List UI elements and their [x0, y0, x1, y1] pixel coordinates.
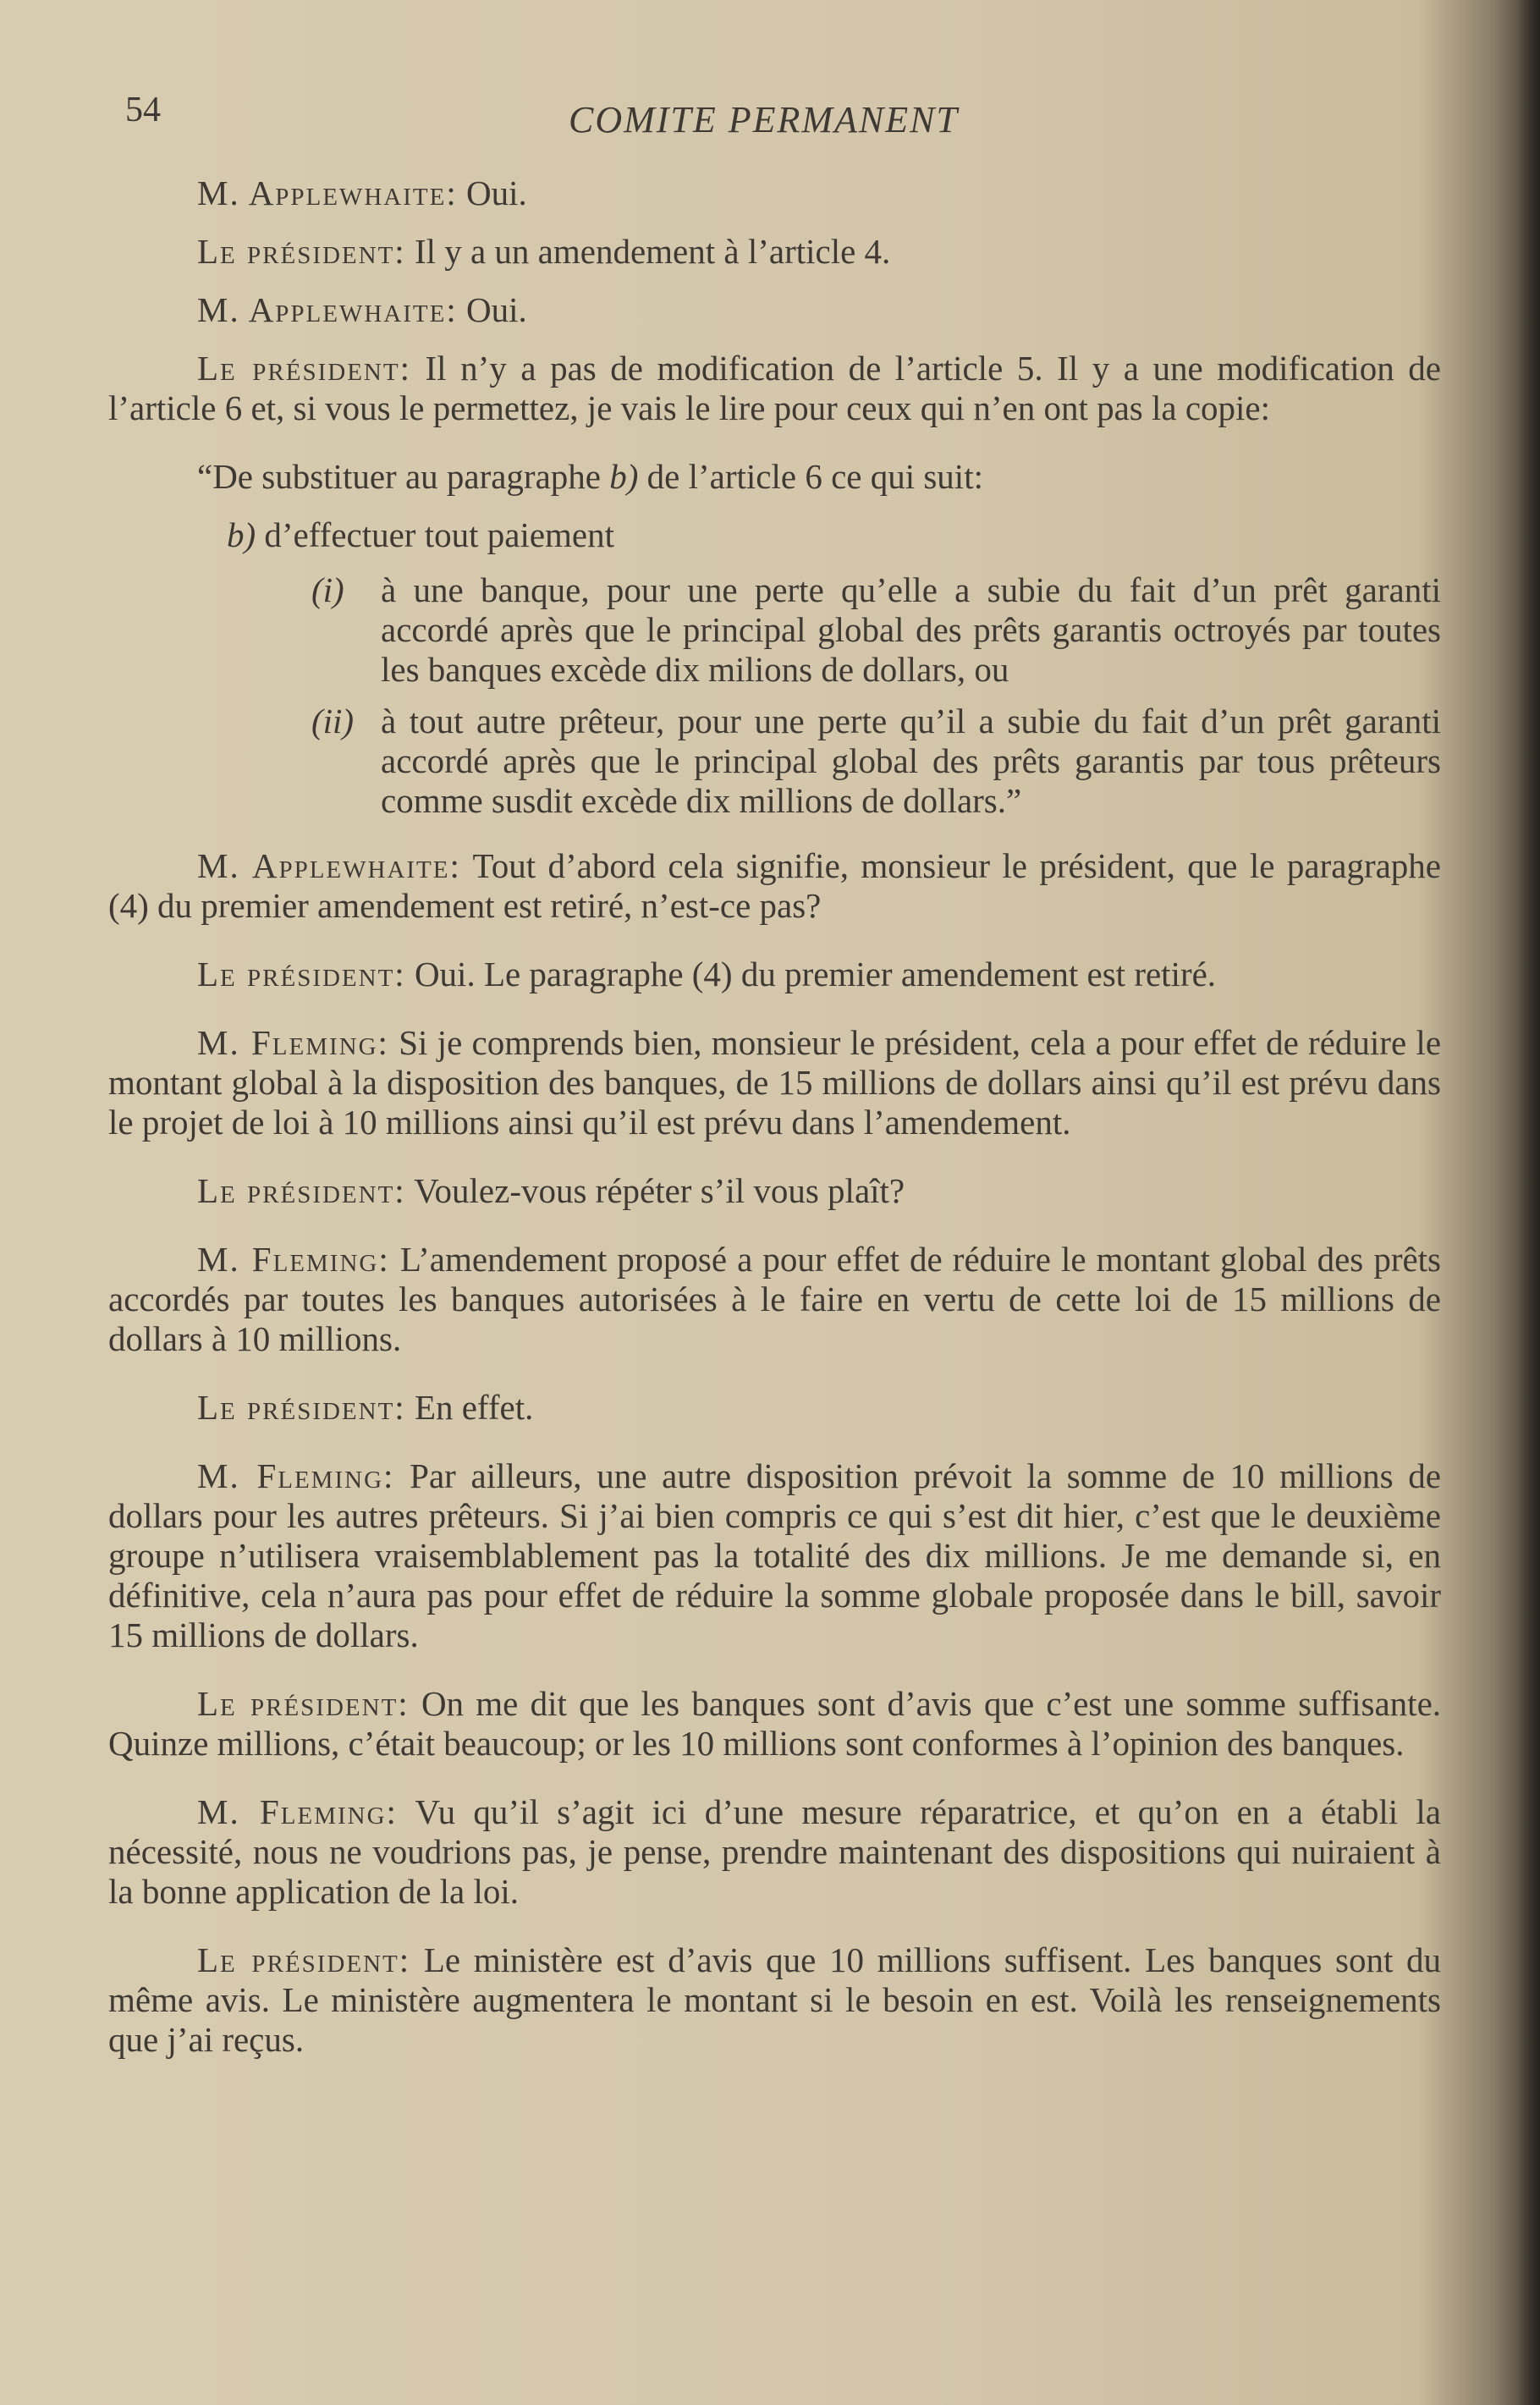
paragraph-ref: b) — [609, 457, 639, 496]
speaker: M. Applewhaite: — [197, 846, 461, 885]
paragraph-text: Tout d’abord cela signifie, monsieur le président, que le paragraphe (4) du premier amendement est retiré, n’est-ce pas? — [108, 846, 1441, 925]
paragraph — [108, 1684, 1441, 1764]
paragraph-text: Voulez-vous répéter s’il vous plaît? — [414, 1171, 905, 1210]
paragraph-text: Oui. — [465, 173, 527, 212]
item-text: à une banque, pour une perte qu’elle a subie du fait d’un prêt garanti accordé après que le principal global des prêts garantis octroyés par toutes les banques excède dix milions de dollars, ou — [381, 570, 1441, 689]
item-number: (ii) — [311, 702, 355, 740]
speaker: M. Fleming: — [197, 1792, 398, 1831]
page-body — [108, 173, 1441, 2089]
paragraph-text: Par ailleurs, une autre disposition prévoit la somme de 10 millions de dollars pour les autres prêteurs. Si j’ai bien compris ce qui s’est dit hier, c’est que le deuxième groupe n’utilisera vraisemblablement pas la totalité des dix millions. Je me demande si, en définitive, cela n’aura pas pour effet de réduire la somme globale proposée dans le bill, savoir 15 millions de dollars. — [108, 1456, 1441, 1654]
paragraph — [108, 955, 1441, 994]
paragraph-text: Oui. Le paragraphe (4) du premier amendement est retiré. — [414, 955, 1217, 993]
paragraph-text: L’amendement proposé a pour effet de réduire le montant global des prêts accordés par toutes les banques autorisées à le faire en vertu de cette loi de 15 millions de dollars à 10 millions. — [108, 1240, 1442, 1358]
speaker: Le président: — [197, 955, 406, 993]
speaker: Le président: — [197, 232, 406, 271]
quoted-item — [108, 702, 1441, 821]
paragraph — [108, 173, 1441, 213]
speaker: Le président: — [197, 1940, 411, 1979]
speaker: M. Fleming: — [197, 1240, 390, 1279]
speaker: Le président: — [197, 349, 411, 388]
item-text: à tout autre prêteur, pour une perte qu’il a subie du fait d’un prêt garanti accordé après que le principal global des prêts garantis par tous prêteurs comme susdit excède dix millions de dollars.” — [381, 702, 1441, 820]
quoted-item — [108, 570, 1441, 690]
paragraph-text: On me dit que les banques sont d’avis que c’est une somme suffisante. Quinze millions, c’était beaucoup; or les 10 millions sont conformes à l’opinion des banques. — [108, 1684, 1442, 1763]
paragraph — [108, 1023, 1441, 1142]
paragraph — [108, 1940, 1441, 2060]
quoted-subparagraph — [108, 515, 1441, 555]
subparagraph-label: b) — [227, 515, 256, 554]
paragraph-text: En effet. — [414, 1388, 534, 1427]
paragraph — [108, 1240, 1441, 1359]
paragraph — [108, 232, 1441, 272]
paragraph-text: Il n’y a pas de modification de l’article 5. Il y a une modification de l’article 6 et, si vous le permettez, je vais le lire pour ceux qui n’en ont pas la copie: — [108, 349, 1441, 427]
paragraph — [108, 1388, 1441, 1428]
paragraph-text: Le ministère est d’avis que 10 millions suffisent. Les banques sont du même avis. Le ministère augmentera le montant si le besoin en est. Voilà les renseignements que j’ai reçus. — [108, 1940, 1442, 2059]
paragraph — [108, 290, 1441, 330]
paragraph — [108, 1456, 1441, 1655]
paragraph-text: Si je comprends bien, monsieur le président, cela a pour effet de réduire le montant global à la disposition des banques, de 15 millions de dollars ainsi qu’il est prévu dans le projet de loi à 10 millions ainsi qu’il est prévu dans l’amendement. — [108, 1023, 1442, 1142]
speaker: M. Applewhaite: — [197, 173, 458, 212]
paragraph — [108, 1171, 1441, 1211]
speaker: M. Fleming: — [197, 1456, 395, 1495]
speaker: M. Fleming: — [197, 1023, 389, 1062]
paragraph — [108, 349, 1441, 428]
book-spine-shadow — [1518, 0, 1540, 2405]
subparagraph-text: d’effectuer tout paiement — [256, 515, 615, 554]
speaker: Le président: — [197, 1684, 410, 1723]
paragraph-text: Vu qu’il s’agit ici d’une mesure réparatrice, et qu’on en a établi la nécessité, nous ne voudrions pas, je pense, prendre maintenant des dispositions qui nuiraient à la bonne application de la loi. — [108, 1792, 1441, 1911]
item-number: (i) — [311, 570, 344, 609]
paragraph-text: Il y a un amendement à l’article 4. — [414, 232, 891, 271]
speaker: M. Applewhaite: — [197, 290, 458, 329]
page-number: 54 — [125, 91, 161, 129]
paragraph — [108, 846, 1441, 926]
speaker: Le président: — [197, 1388, 406, 1427]
quoted-amendment-intro: “De substituer au paragraphe b) de l’article 6 ce qui suit: — [197, 457, 983, 496]
running-head: COMITE PERMANENT — [569, 99, 959, 140]
paragraph-text: Oui. — [465, 290, 527, 329]
paragraph — [108, 1792, 1441, 1912]
speaker: Le président: — [197, 1171, 406, 1210]
